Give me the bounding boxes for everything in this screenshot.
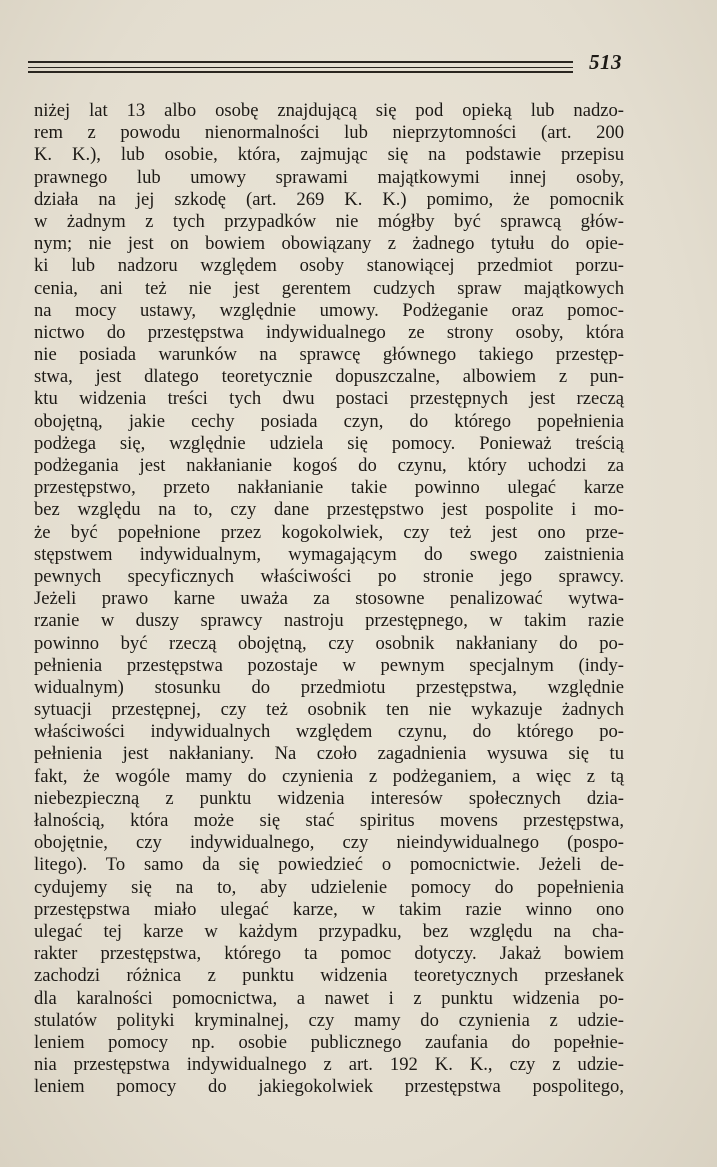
text-line: nictwo do przestępstwa indywidualnego ze strony osoby, która [34,321,624,343]
text-line: że być popełnione przez kogokolwiek, czy też jest ono prze- [34,521,624,543]
header-rule [28,67,573,68]
text-line: przestępstwo, przeto nakłanianie takie powinno ulegać karze [34,477,624,499]
page-header [28,50,622,80]
text-line: obojętnie, czy indywidualnego, czy nieindywidualnego (pospo- [34,832,624,854]
text-line: rakter przestępstwa, którego ta pomoc dotyczy. Jakaż bowiem [34,943,624,965]
text-line: podżegania jest nakłanianie kogoś do czynu, który uchodzi za [34,455,624,476]
text-line: stępstwem indywidualnym, wymagającym do swego zaistnienia [34,543,624,565]
text-line: rzanie w duszy sprawcy nastroju przestępnego, w takim razie [34,610,624,632]
text-line: podżega się, względnie udziela się pomocy. Ponieważ treścią [34,432,624,454]
text-line: K. K.), lub osobie, która, zajmując się na podstawie przepisu [34,144,624,166]
text-line: ulegać tej karze w każdym przypadku, bez względu na cha- [34,920,624,942]
text-line: pełnienia jest nakłaniany. Na czoło zagadnienia wysuwa się tu [34,743,624,765]
text-line: nie posiada warunków na sprawcę głównego takiego przestęp- [34,344,624,366]
text-line: cenia, ani też nie jest gerentem cudzych spraw majątkowych [34,277,624,299]
header-rule [28,71,573,73]
text-line: niebezpieczną z punktu widzenia interesów społecznych dzia- [34,787,624,809]
text-line: przestępstwa miało ulegać karze, w takim razie winno ono [34,898,624,920]
text-line: pełnienia przestępstwa pozostaje w pewnym specjalnym (indy- [34,654,624,676]
body-text [34,100,624,1098]
text-line: rem z powodu nienormalności lub nieprzytomności (art. 200 [34,122,624,144]
text-line: nym; nie jest on bowiem obowiązany z żadnego tytułu do opie- [34,233,624,255]
text-line: ki lub nadzoru względem osoby stanowiącej przedmiot porzu- [34,255,624,277]
text-line: leniem pomocy np. osobie publicznego zaufania do popełnie- [34,1031,624,1053]
text-line: nia przestępstwa indywidualnego z art. 192 K. K., czy z udzie- [34,1054,624,1076]
text-line: stwa, jest dlatego teoretycznie dopuszczalne, albowiem z pun- [34,366,624,388]
page-number: 513 [589,50,622,74]
text-line: właściwości indywidualnych względem czynu, do którego po- [34,721,624,743]
text-line: fakt, że wogóle mamy do czynienia z podżeganiem, a więc z tą [34,765,624,787]
text-line: prawnego lub umowy sprawami majątkowymi innej osoby, [34,166,624,188]
text-line: łalnością, która może się stać spiritus movens przestępstwa, [34,810,624,831]
text-line: ktu widzenia treści tych dwu postaci przestępnych jest rzeczą [34,388,624,410]
text-line: litego). To samo da się powiedzieć o pomocnictwie. Jeżeli de- [34,854,624,876]
text-line: bez względu na to, czy dane przestępstwo jest pospolite i mo- [34,499,624,521]
text-line: powinno być rzeczą obojętną, czy osobnik nakłaniany do po- [34,632,624,654]
text-line: dla karalności pomocnictwa, a nawet i z punktu widzenia po- [34,987,624,1009]
text-line: obojętną, jakie cechy posiada czyn, do którego popełnienia [34,410,624,432]
text-line: działa na jej szkodę (art. 269 K. K.) pomimo, że pomocnik [34,188,624,210]
text-line: sytuacji przestępnej, czy też osobnik ten nie wykazuje żadnych [34,699,624,721]
text-line: pewnych specyficznych właściwości po stronie jego sprawcy. [34,565,624,587]
text-line: leniem pomocy do jakiegokolwiek przestępstwa pospolitego, [34,1076,624,1098]
text-line: na mocy ustawy, względnie umowy. Podżeganie oraz pomoc- [34,299,624,321]
text-line: niżej lat 13 albo osobę znajdującą się pod opieką lub nadzo- [34,100,624,121]
text-line: widualnym) stosunku do przedmiotu przestępstwa, względnie [34,676,624,698]
text-line: zachodzi różnica z punktu widzenia teoretycznych przesłanek [34,965,624,987]
text-line: cydujemy się na to, aby udzielenie pomocy do popełnienia [34,876,624,898]
text-line: Jeżeli prawo karne uważa za stosowne penalizować wytwa- [34,588,624,610]
text-line: w żadnym z tych przypadków nie mógłby być sprawcą głów- [34,210,624,232]
text-line: stulatów polityki kryminalnej, czy mamy do czynienia z udzie- [34,1009,624,1031]
header-rule [28,61,573,63]
